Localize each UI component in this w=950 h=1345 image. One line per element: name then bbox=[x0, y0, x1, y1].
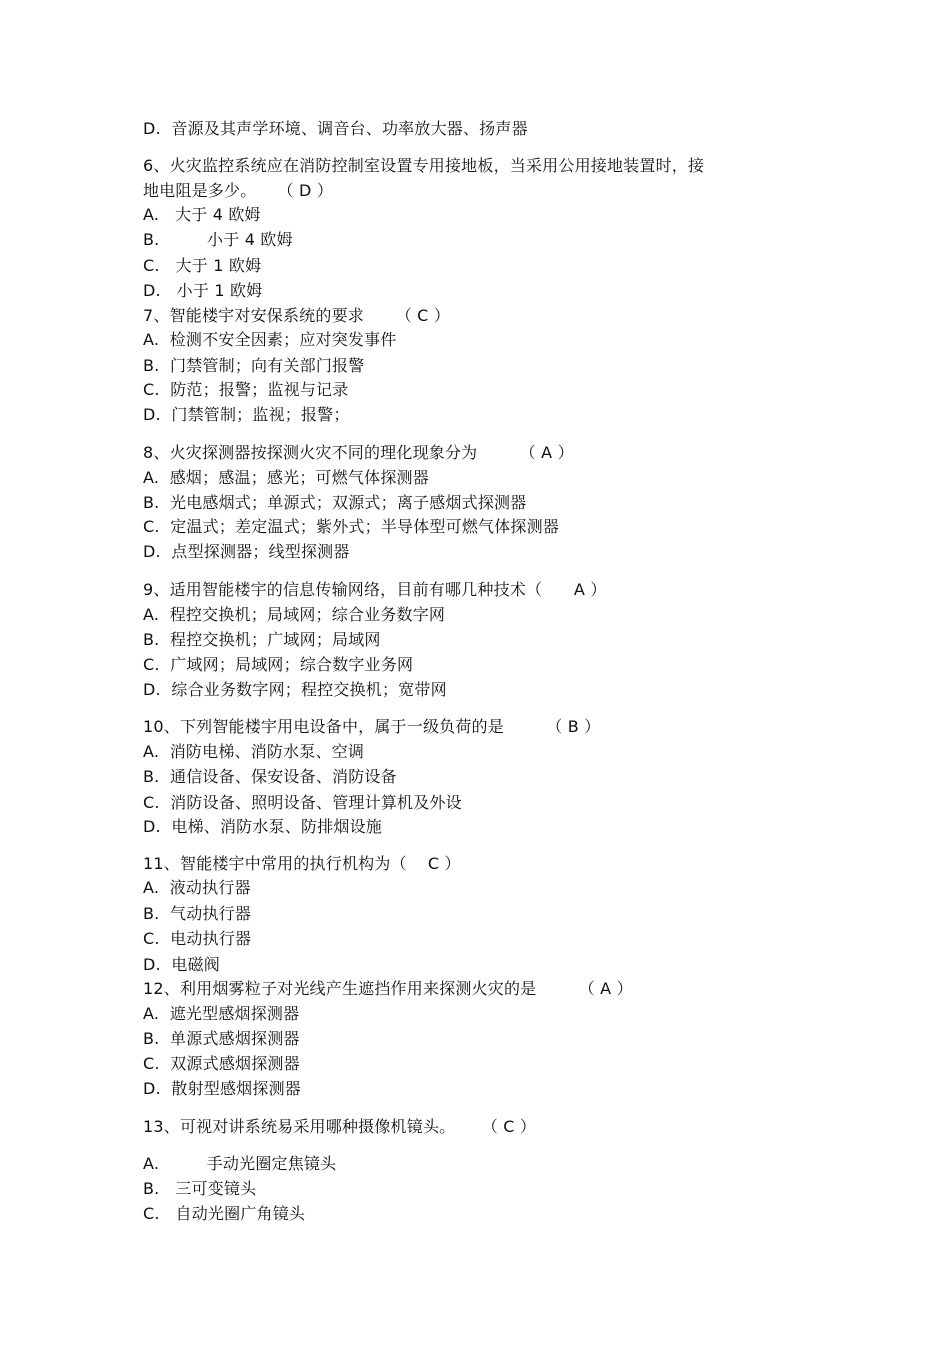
question-line: 6、火灾监控系统应在消防控制室设置专用接地板，当采用公用接地装置时，接 bbox=[143, 156, 705, 175]
question-line: 9、适用智能楼宇的信息传输网络，目前有哪几种技术（ A ） bbox=[143, 580, 607, 599]
option-line: D. 综合业务数字网；程控交换机；宽带网 bbox=[143, 680, 447, 699]
option-line: D. 散射型感烟探测器 bbox=[143, 1079, 301, 1098]
option-line: D. 门禁管制；监视；报警； bbox=[143, 405, 350, 424]
option-line: A. 手动光圈定焦镜头 bbox=[143, 1154, 337, 1173]
option-line: D. 电磁阀 bbox=[143, 955, 220, 974]
option-line: D. 点型探测器；线型探测器 bbox=[143, 542, 350, 561]
question-line: 11、智能楼宇中常用的执行机构为（ C ） bbox=[143, 854, 461, 873]
question-line: 地电阻是多少。 （ D ） bbox=[143, 181, 334, 200]
question-line: 8、火灾探测器按探测火灾不同的理化现象分为 （ A ） bbox=[143, 443, 574, 462]
option-line: C. 自动光圈广角镜头 bbox=[143, 1204, 306, 1223]
option-line: C. 防范；报警；监视与记录 bbox=[143, 380, 349, 399]
option-line: A. 消防电梯、消防水泵、空调 bbox=[143, 742, 365, 761]
option-line: A. 遮光型感烟探测器 bbox=[143, 1004, 300, 1023]
option-line: A. 程控交换机；局域网；综合业务数字网 bbox=[143, 605, 446, 624]
option-line: B. 单源式感烟探测器 bbox=[143, 1029, 300, 1048]
option-line: A. 大于 4 欧姆 bbox=[143, 205, 261, 224]
option-line: B. 通信设备、保安设备、消防设备 bbox=[143, 767, 397, 786]
option-line: A. 感烟；感温；感光；可燃气体探测器 bbox=[143, 468, 429, 487]
option-line: B. 小于 4 欧姆 bbox=[143, 230, 293, 249]
option-line: B. 门禁管制；向有关部门报警 bbox=[143, 356, 365, 375]
option-line: B. 程控交换机；广域网；局域网 bbox=[143, 630, 381, 649]
option-line: C. 大于 1 欧姆 bbox=[143, 256, 262, 275]
option-line: D. 电梯、消防水泵、防排烟设施 bbox=[143, 817, 382, 836]
option-line: A. 检测不安全因素；应对突发事件 bbox=[143, 330, 397, 349]
option-line: D. 小于 1 欧姆 bbox=[143, 281, 263, 300]
option-line: B. 光电感烟式；单源式；双源式；离子感烟式探测器 bbox=[143, 493, 527, 512]
option-line: B. 三可变镜头 bbox=[143, 1179, 257, 1198]
option-line: B. 气动执行器 bbox=[143, 904, 252, 923]
option-line: C. 双源式感烟探测器 bbox=[143, 1054, 300, 1073]
question-line: 13、可视对讲系统易采用哪种摄像机镜头。 （ C ） bbox=[143, 1117, 537, 1136]
option-line: C. 消防设备、照明设备、管理计算机及外设 bbox=[143, 793, 462, 812]
question-line: 7、智能楼宇对安保系统的要求 （ C ） bbox=[143, 306, 451, 325]
question-line: 12、利用烟雾粒子对光线产生遮挡作用来探测火灾的是 （ A ） bbox=[143, 979, 633, 998]
question-line: 10、下列智能楼宇用电设备中，属于一级负荷的是 （ B ） bbox=[143, 717, 601, 736]
option-line: C. 电动执行器 bbox=[143, 929, 252, 948]
option-line: C. 定温式；差定温式；紫外式；半导体型可燃气体探测器 bbox=[143, 517, 560, 536]
option-line: A. 液动执行器 bbox=[143, 878, 251, 897]
option-line: D. 音源及其声学环境、调音台、功率放大器、扬声器 bbox=[143, 119, 528, 138]
option-line: C. 广域网；局域网；综合数字业务网 bbox=[143, 655, 414, 674]
